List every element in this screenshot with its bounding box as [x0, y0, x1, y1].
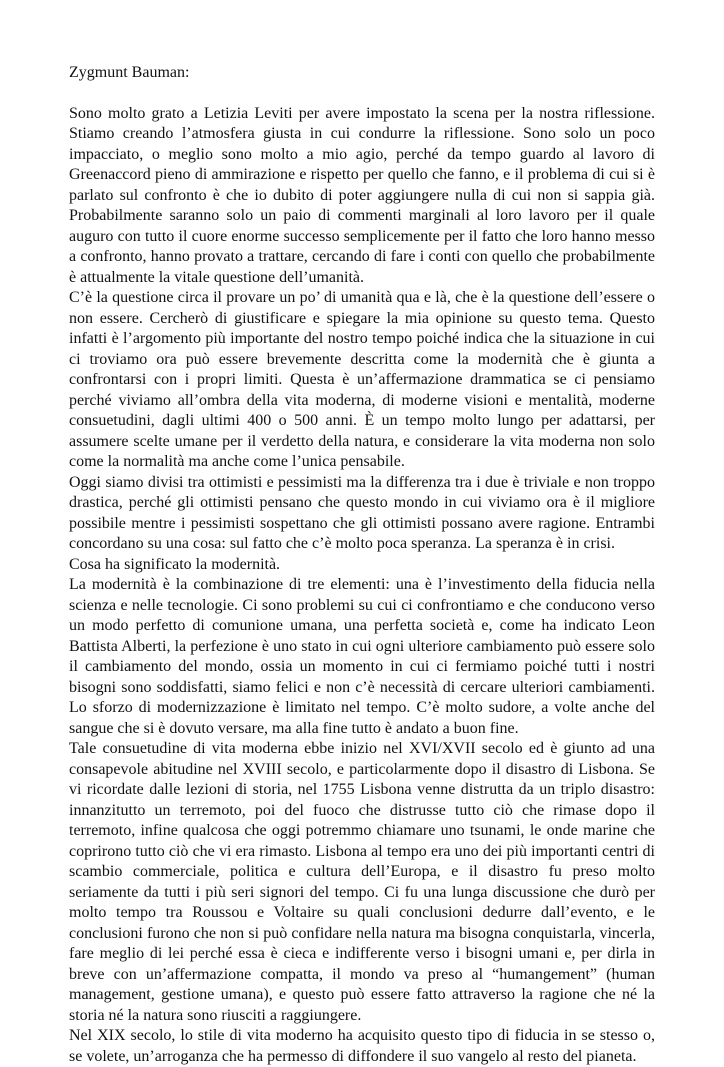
author-line: Zygmunt Bauman: — [69, 64, 190, 81]
document-page — [69, 63, 655, 1067]
paragraph: La modernità è la combinazione di tre elementi: una è l’investimento della fiducia nella scienza e nelle tecnologie. Ci sono problemi su cui ci confrontiamo e che conducono verso un modo perfetto di comunione umana, una perfetta società e, come ha indicato Leon Battista Alberti, la perfezione è uno stato in cui ogni ulteriore cambiamento può essere solo il cambiamento del mondo, ossia un momento in cui ci fermiamo poiché tutti i nostri bisogni sono soddisfatti, siamo felici e non c’è necessità di cercare ulteriori cambiamenti. Lo sforzo di modernizzazione è limitato nel tempo. C’è molto sudore, a volte anche del sangue che si è dovuto versare, ma alla fine tutto è andato a buon fine. — [69, 576, 655, 737]
paragraph: Cosa ha significato la modernità. — [69, 555, 281, 573]
paragraph: Tale consuetudine di vita moderna ebbe inizio nel XVI/XVII secolo ed è giunto ad una consapevole abitudine nel XVIII secolo, e particolarmente dopo il disastro di Lisbona. Se vi ricordate dalle lezioni di storia, nel 1755 Lisbona venne distrutta da un triplo disastro: innanzitutto un terremoto, poi del fuoco che distrusse tutto ciò che rimase dopo il terremoto, infine qualcosa che oggi potremmo chiamare uno tsunami, le onde marine che coprirono tutto ciò che vi era rimasto. Lisbona al tempo era uno dei più importanti centri di scambio commerciale, politica e cultura dell’Europa, e il disastro fu preso molto seriamente da tutti i più seri signori del tempo. Ci fu una lunga discussione che durò per molto tempo tra Roussou e Voltaire su quali conclusioni dedurre dall’evento, e le conclusioni furono che non si può confidare nella natura ma bisogna conquistarla, vincerla, fare meglio di lei perché essa è cieca e indifferente verso i bisogni umani e, per dirla in breve con un’affermazione compatta, il mondo va preso al “humangement” (human management, gestione umana), e questo può essere fatto attraverso la ragione che né la storia né la natura sono riusciti a raggiungere. — [69, 740, 655, 1024]
paragraph: Nel XIX secolo, lo stile di vita moderno ha acquisito questo tipo di fiducia in se stesso o, se volete, un’arroganza che ha permesso di diffondere il suo vangelo al resto del pianeta. — [69, 1027, 655, 1065]
paragraph: Sono molto grato a Letizia Leviti per avere impostato la scena per la nostra riflessione. Stiamo creando l’atmosfera giusta in cui condurre la riflessione. Sono solo un poco impacciato, o meglio sono molto a mio agio, perché da tempo guardo al lavoro di Greenaccord pieno di ammirazione e rispetto per quello che fanno, e il problema di cui si è parlato sul confronto è che io dubito di poter aggiungere nulla di cui non si sappia già. Probabilmente saranno solo un paio di commenti marginali al loro lavoro per il quale auguro con tutto il cuore enorme successo semplicemente per il fatto che loro hanno messo a confronto, hanno provato a trattare, cercando di fare i conti con quello che probabilmente è attualmente la vitale questione dell’umanità. — [69, 104, 655, 286]
paragraph: Oggi siamo divisi tra ottimisti e pessimisti ma la differenza tra i due è triviale e non troppo drastica, perché gli ottimisti pensano che questo mondo in cui viviamo ora è il migliore possibile mentre i pessimisti sospettano che gli ottimisti possano avere ragione. Entrambi concordano su una cosa: sul fatto che c’è molto poca speranza. La speranza è in crisi. — [69, 473, 655, 552]
paragraph: C’è la questione circa il provare un po’ di umanità qua e là, che è la questione dell’essere o non essere. Cercherò di giustificare e spiegare la mia opinione su questo tema. Questo infatti è l’argomento più importante del nostro tempo poiché indica che la situazione in cui ci troviamo ora può essere brevemente descritta come la modernità che è giunta a confrontarsi con i propri limiti. Questa è un’affermazione drammatica se ci pensiamo perché viviamo all’ombra della vita moderna, di moderne visioni e mentalità, moderne consuetudini, dagli ultimi 400 o 500 anni. È un tempo molto lungo per adattarsi, per assumere scelte umane per il verdetto della natura, e considerare la vita moderna non solo come la normalità ma anche come l’unica pensabile. — [69, 289, 655, 470]
